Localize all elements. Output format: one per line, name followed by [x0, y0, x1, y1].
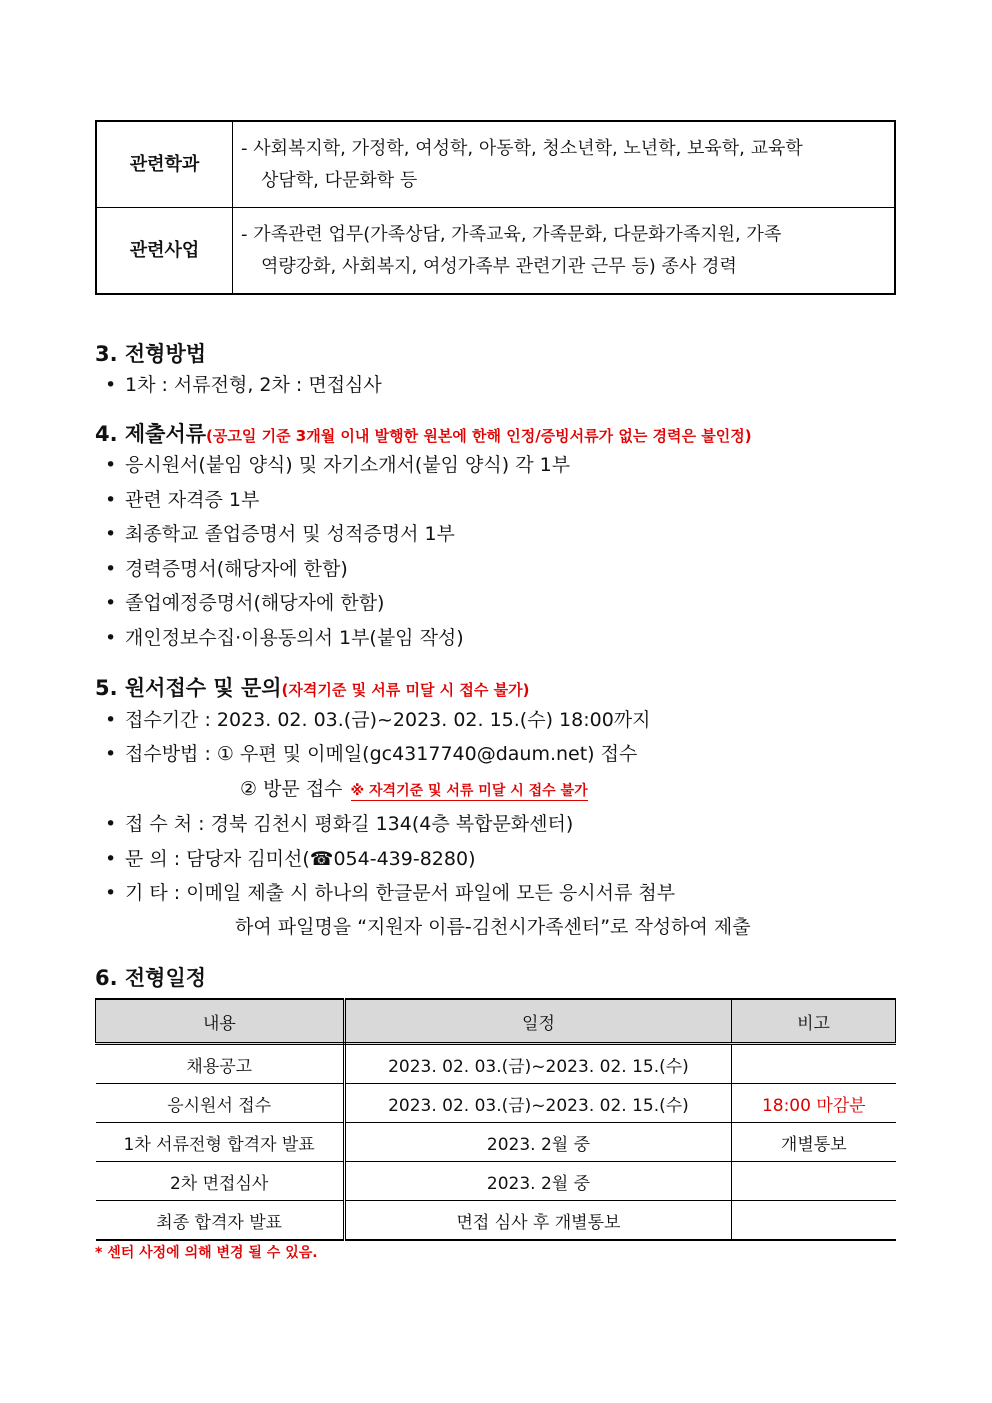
table-row	[96, 1162, 896, 1201]
qual-value-line: - 사회복지학, 가정학, 여성학, 아동학, 청소년학, 노년학, 보육학, 교육학	[241, 137, 803, 159]
bullet-icon: •	[105, 709, 117, 731]
table-cell: 2023. 02. 03.(금)~2023. 02. 15.(수)	[344, 1044, 731, 1084]
table-cell: 2023. 02. 03.(금)~2023. 02. 15.(수)	[344, 1084, 731, 1123]
qual-value-dept	[233, 121, 896, 208]
qual-label-work: 관련사업	[96, 208, 233, 295]
table-cell: 18:00 마감분	[732, 1084, 896, 1123]
table-cell: 개별통보	[732, 1123, 896, 1162]
list-item: • 응시원서(붙임 양식) 및 자기소개서(붙임 양식) 각 1부	[105, 454, 571, 476]
table-cell: 2차 면접심사	[96, 1162, 345, 1201]
section-4-note: (공고일 기준 3개월 이내 발행한 원본에 한해 인정/증빙서류가 없는 경력은 불인정)	[206, 427, 752, 445]
table-row	[96, 1123, 896, 1162]
list-item: • 관련 자격증 1부	[105, 489, 260, 511]
table-row	[96, 208, 895, 295]
table-cell: 2023. 2월 중	[344, 1162, 731, 1201]
bullet-icon: •	[105, 454, 117, 476]
bullet-icon: •	[105, 374, 117, 396]
table-cell: 응시원서 접수	[96, 1084, 345, 1123]
section-5-title: 5. 원서접수 및 문의(자격기준 및 서류 미달 시 접수 불가)	[95, 676, 530, 700]
col-header: 비고	[732, 999, 896, 1044]
section-4-title: 4. 제출서류(공고일 기준 3개월 이내 발행한 원본에 한해 인정/증빙서류가 없는 경력은 불인정)	[95, 422, 752, 446]
table-cell: 면접 심사 후 개별통보	[344, 1201, 731, 1241]
schedule-table	[95, 998, 896, 1241]
table-cell: 2023. 2월 중	[344, 1123, 731, 1162]
list-item: • 기 타 : 이메일 제출 시 하나의 한글문서 파일에 모든 응시서류 첨부	[105, 882, 676, 904]
col-header: 일정	[344, 999, 731, 1044]
bullet-icon: •	[105, 558, 117, 580]
table-cell	[732, 1201, 896, 1241]
section-6-title: 6. 전형일정	[95, 966, 207, 990]
list-item: • 최종학교 졸업증명서 및 성적증명서 1부	[105, 523, 455, 545]
table-cell: 최종 합격자 발표	[96, 1201, 345, 1241]
bullet-icon: •	[105, 489, 117, 511]
qual-value-work	[233, 208, 896, 295]
list-item: • 접수기간 : 2023. 02. 03.(금)~2023. 02. 15.(수) 18:00까지	[105, 709, 651, 731]
bullet-icon: •	[105, 523, 117, 545]
table-row	[96, 1201, 896, 1241]
table-cell	[732, 1162, 896, 1201]
section-5-note: (자격기준 및 서류 미달 시 접수 불가)	[281, 681, 530, 699]
method-visit: ② 방문 접수 ※ 자격기준 및 서류 미달 시 접수 불가	[240, 778, 588, 800]
table-row	[96, 1084, 896, 1123]
list-item: • 개인정보수집·이용동의서 1부(붙임 작성)	[105, 627, 464, 649]
list-item: • 문 의 : 담당자 김미선(☎054-439-8280)	[105, 848, 476, 870]
bullet-icon: •	[105, 627, 117, 649]
table-row	[96, 1044, 896, 1084]
list-item: • 접수방법 : ① 우편 및 이메일(gc4317740@daum.net) 접수	[105, 743, 638, 765]
section-3-title: 3. 전형방법	[95, 342, 207, 366]
table-header-row	[96, 999, 896, 1044]
bullet-icon: •	[105, 813, 117, 835]
qualification-table	[95, 120, 896, 295]
col-header: 내용	[96, 999, 345, 1044]
bullet-icon: •	[105, 592, 117, 614]
qual-label-dept: 관련학과	[96, 121, 233, 208]
table-cell: 1차 서류전형 합격자 발표	[96, 1123, 345, 1162]
list-item: • 경력증명서(해당자에 한함)	[105, 558, 348, 580]
list-item: • 졸업예정증명서(해당자에 한함)	[105, 592, 385, 614]
table-row	[96, 121, 895, 208]
method-visit-note: ※ 자격기준 및 서류 미달 시 접수 불가	[350, 783, 588, 799]
bullet-icon: •	[105, 848, 117, 870]
qual-value-line: 상담학, 다문화학 등	[261, 169, 418, 191]
list-item: • 1차 : 서류전형, 2차 : 면접심사	[105, 374, 382, 396]
bullet-icon: •	[105, 743, 117, 765]
qual-value-line: 역량강화, 사회복지, 여성가족부 관련기관 근무 등) 종사 경력	[261, 255, 737, 277]
table-cell: 채용공고	[96, 1044, 345, 1084]
footnote: * 센터 사정에 의해 변경 될 수 있음.	[95, 1245, 318, 1261]
bullet-icon: •	[105, 882, 117, 904]
etc-continuation: 하여 파일명을 “지원자 이름-김천시가족센터”로 작성하여 제출	[235, 916, 751, 938]
table-cell	[732, 1044, 896, 1084]
qual-value-line: - 가족관련 업무(가족상담, 가족교육, 가족문화, 다문화가족지원, 가족	[241, 223, 782, 245]
list-item: • 접 수 처 : 경북 김천시 평화길 134(4층 복합문화센터)	[105, 813, 574, 835]
